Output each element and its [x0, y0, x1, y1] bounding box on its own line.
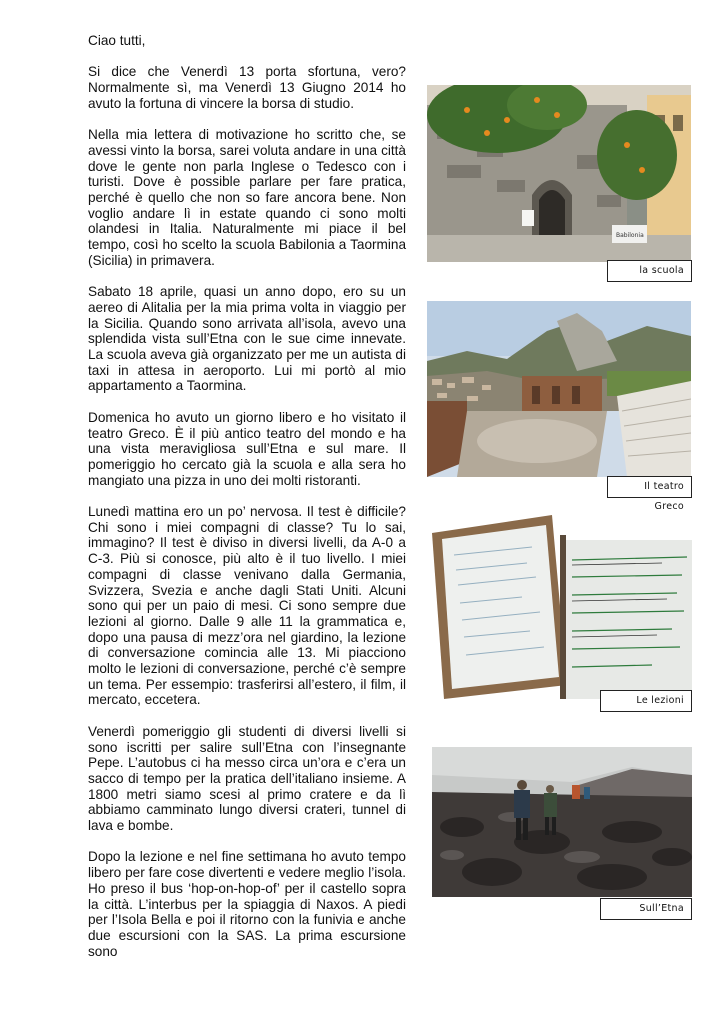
paragraph-etna-trip: Venerdì pomeriggio gli studenti di diversi livelli si sono iscritti per salire sull’Etna con l’insegnante Pepe. L’autobus ci ha messo circa un’ora e c’era un sacco di tempo per la pratica dell’italiano insieme. A 1800 metri siamo scesi al primo cratere e da lì abbiamo camminato lungo diversi crateri, tunnel di lava e bombe.	[88, 723, 406, 834]
caption-lessons: Le lezioni	[600, 690, 692, 712]
paragraph-monday: Lunedì mattina ero un po’ nervosa. Il test è difficile? Chi sono i miei compagni di classe? Tu lo sai, immagino? Il test è diviso in diversi livelli, da A-0 a C-3. Più si conosce, più alto è il tuo livello. I miei compagni di classe venivano dalla Germania, Svizzera, Svezia e anche dagli Stati Uniti. Alcuni sono qui per un paio di mesi. Ci sono sempre due lezioni al giorno. Dalle 9 alle 11 la grammatica e, dopo una pausa di mezz’ora nel giardino, la lezione di conversazione comincia alle 13. Mi piacciono molto le lezioni di conversazione, perché c’è sempre un tema. Per essempio: trasferirsi all’estero, il film, il mercato, eccetera.	[88, 504, 406, 708]
paragraph-motivation: Nella mia lettera di motivazione ho scritto che, se avessi vinto la borsa, sarei voluta andare in una città dove le gente non parla Inglese o Tedesco con i turisti. Dove è possible parlare per fare pratica, perché è quello che non so fare ancora bene. Non voglio andare lì in estate quando ci sono molti olandesi in Italia. Naturalmente mi piace il bel tempo, così ho scelto la scuola Babilonia a Taormina (Sicilia) in primavera.	[88, 127, 406, 268]
paragraph-intro: Si dice che Venerdì 13 porta sfortuna, vero? Normalmente sì, ma Venerdì 13 Giugno 2014 ho avuto la fortuna di vincere la borsa di studio.	[88, 64, 406, 111]
letter-body	[88, 33, 406, 975]
lessons-photo	[432, 515, 692, 699]
paragraph-sunday: Domenica ho avuto un giorno libero e ho visitato il teatro Greco. È il più antico teatro del mondo e ha una vista meravigliosa sull’Etna e sul mare. Il pomeriggio ho cercato già la scuola e alla sera ho mangiato una pizza in uno dei molti ristoranti.	[88, 409, 406, 488]
paragraph-arrival: Sabato 18 aprile, quasi un anno dopo, ero su un aereo di Alitalia per la mia prima volta in viaggio per la Sicilia. Quando sono arrivata all’isola, avevo una splendida vista sull’Etna con le sue cime innevate. La scuola aveva già organizzato per me un autista di taxi in attesa in aeroporto. Lui mi portò al mio appartamento a Taormina.	[88, 284, 406, 394]
etna-photo	[432, 747, 692, 897]
greek-theatre-photo	[427, 301, 691, 477]
greeting: Ciao tutti,	[88, 33, 146, 48]
paragraph-free-time: Dopo la lezione e nel fine settimana ho avuto tempo libero per fare cose divertenti e vedere meglio l’isola. Ho preso il bus ‘hop-on-hop-of’ per il castello sopra la città. L’interbus per la spiaggia di Naxos. A piedi per l’Isola Bella e poi il ritorno con la funivia e anche due escursioni con la SAS. La prima escursione sono	[88, 849, 406, 959]
caption-school: la scuola	[607, 260, 692, 282]
school-photo	[427, 85, 691, 262]
caption-greek-theatre: Il teatro Greco	[607, 476, 692, 498]
school-sign-text: Babilonia	[616, 232, 644, 239]
caption-etna: Sull’Etna	[600, 898, 692, 920]
